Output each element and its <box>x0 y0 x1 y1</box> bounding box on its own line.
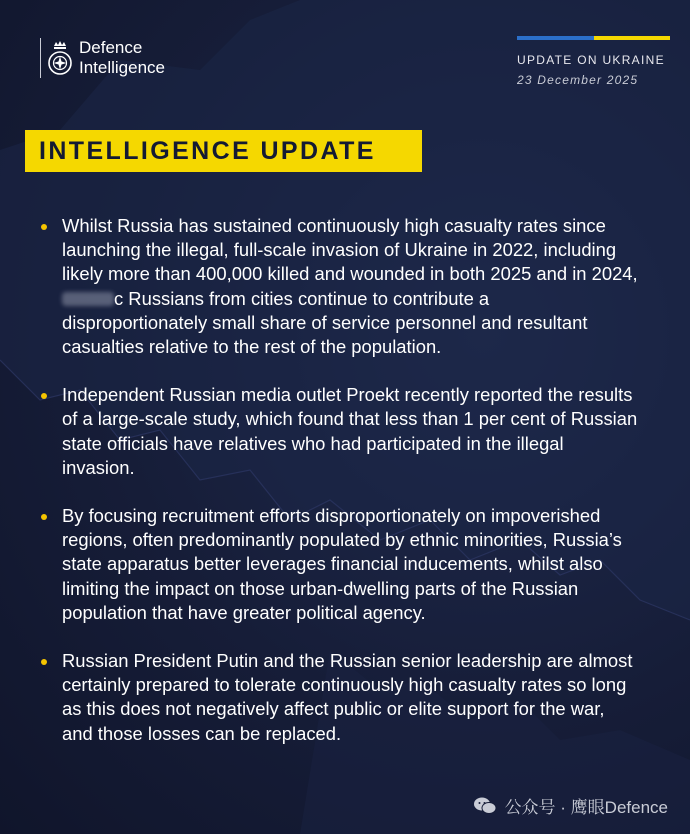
bullet-item <box>38 504 638 625</box>
bullet-dot <box>41 393 47 399</box>
bullet-text: Russian President Putin and the Russian senior leadership are almost certainly prepared to tolerate continuously high casualty rates so long as this does not negatively affect public or elite support for the war, and those losses can be replaced. <box>62 650 633 744</box>
bullet-item <box>38 214 638 359</box>
title-banner <box>25 130 422 172</box>
update-date: 23 December 2025 <box>517 73 639 87</box>
update-label: UPDATE ON UKRAINE <box>517 53 665 67</box>
bullet-dot <box>41 659 47 665</box>
watermark <box>473 793 668 818</box>
bullet-list <box>38 214 638 746</box>
bullet-text: By focusing recruitment efforts disproportionately on impoverished regions, often predominantly populated by ethnic minorities, Russia’s state apparatus better leverages financial inducements, whilst also limiting the impact on those urban-dwelling parts of the Russian population that have greater political agency. <box>62 505 622 623</box>
flag-blue-stripe <box>517 36 594 40</box>
ukraine-flag-bar <box>517 36 670 40</box>
flag-yellow-stripe <box>594 36 671 40</box>
bullet-text-part-1: Whilst Russia has sustained continuously high casualty rates since launching the illegal, full-scale invasion of Ukraine in 2022, including likely more than 400,000 killed and wounded in both 2025 and in 2024, <box>62 215 638 285</box>
logo-divider <box>40 38 41 78</box>
crest-icon <box>47 38 73 78</box>
redacted-word <box>62 292 114 306</box>
bullet-dot <box>41 514 47 520</box>
bullet-item <box>38 383 638 480</box>
bullet-item <box>38 649 638 746</box>
defence-intelligence-logo <box>40 38 165 78</box>
logo-line-2: Intelligence <box>79 58 166 77</box>
logo-line-1: Defence <box>79 38 143 57</box>
bullet-text: Independent Russian media outlet Proekt recently reported the results of a large-scale study, which found that less than 1 per cent of Russian state officials have relatives who had participated in the illegal invasion. <box>62 384 638 478</box>
logo-text-block <box>79 38 165 78</box>
watermark-text: 公众号 · 鹰眼Defence <box>504 798 668 817</box>
update-header <box>517 36 670 87</box>
banner-title: INTELLIGENCE UPDATE <box>39 136 376 165</box>
chat-bubbles-icon <box>473 796 497 816</box>
bullet-dot <box>41 224 47 230</box>
bullet-text-part-2: c Russians from cities continue to contribute a disproportionately small share of service personnel and resultant casualties relative to the rest of the population. <box>62 287 588 358</box>
